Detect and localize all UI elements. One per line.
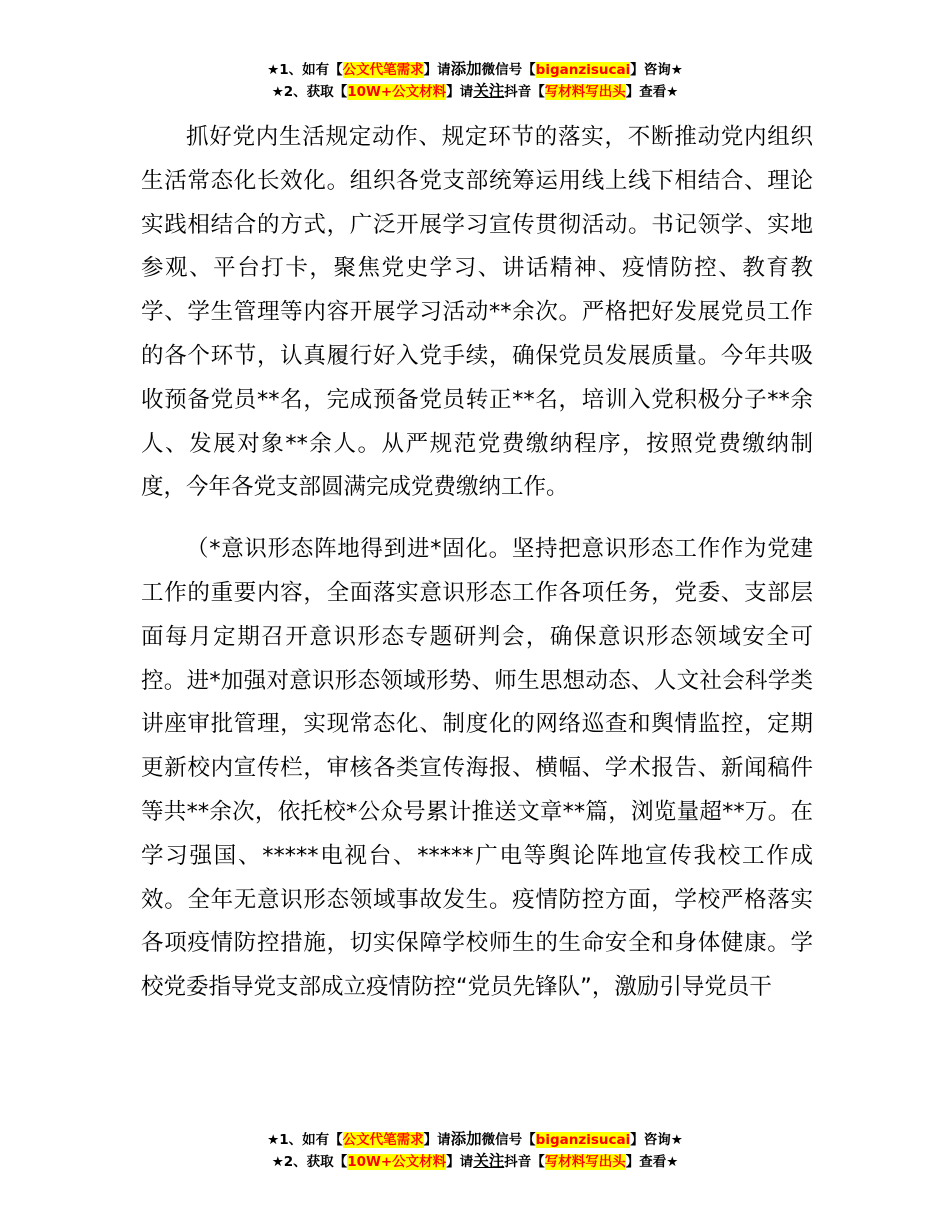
banner-emphasis: 关注 — [473, 82, 505, 100]
highlight-materials: 10W+公文材料 — [347, 1154, 447, 1170]
highlight-materials: 10W+公文材料 — [347, 84, 447, 100]
banner-text: 抖音【 — [504, 1154, 545, 1170]
banner-text: 】请 — [446, 84, 474, 100]
banner-text: 】查看★ — [625, 84, 679, 100]
paragraph-2: （*意识形态阵地得到进*固化。坚持把意识形态工作作为党建工作的重要内容，全面落实意识形态工作各项任务，党委、支部层面每月定期召开意识形态专题研判会，确保意识形态领域安全可控。进*加强对意识形态领域形势、师生思想动态、人文社会科学类讲座审批管理，实现常态化、制度化的网络巡查和舆情监控，定期更新校内宣传栏，审核各类宣传海报、横幅、学术报告、新闻稿件等共**余次，依托校*公众号累计推送文章**篇，浏览量超**万。在学习强国、*****电视台、*****广电等舆论阵地宣传我校工作成效。全年无意识形态领域事故发生。疫情防控方面，学校严格落实各项疫情防控措施，切实保障学校师生的生命安全和身体健康。学校党委指导党支部成立疫情防控“党员先锋队”，激励引导党员干 — [141, 536, 813, 1001]
highlight-wechat-id: biganzisucai — [535, 1132, 631, 1148]
header-line-1 — [0, 59, 950, 81]
highlight-wechat-id: biganzisucai — [535, 62, 631, 78]
banner-text: 】请 — [423, 62, 451, 78]
document-body — [141, 116, 813, 1010]
highlight-service: 公文代笔需求 — [342, 1132, 424, 1148]
header-banner — [0, 59, 950, 103]
banner-text: 】咨询★ — [630, 1132, 683, 1148]
footer-line-1 — [0, 1129, 950, 1151]
highlight-service: 公文代笔需求 — [342, 62, 424, 78]
banner-text: ★2、获取【 — [271, 1154, 348, 1170]
footer-line-2 — [0, 1151, 950, 1173]
banner-text: ★1、如有【 — [267, 62, 343, 78]
banner-text: 抖音【 — [504, 84, 545, 100]
banner-emphasis: 关注 — [473, 1152, 505, 1170]
paragraph-1: 抓好党内生活规定动作、规定环节的落实，不断推动党内组织生活常态化长效化。组织各党支部统筹运用线上线下相结合、理论实践相结合的方式，广泛开展学习宣传贯彻活动。书记领学、实地参观、平台打卡，聚焦党史学习、讲话精神、疫情防控、教育教学、学生管理等内容开展学习活动**余次。严格把好发展党员工作的各个环节，认真履行好入党手续，确保党员发展质量。今年共吸收预备党员**名，完成预备党员转正**名，培训入党积极分子**余人、发展对象**余人。从严规范党费缴纳程序，按照党费缴纳制度，今年各党支部圆满完成党费缴纳工作。 — [141, 124, 813, 501]
banner-text: ★1、如有【 — [267, 1132, 343, 1148]
banner-text: ★2、获取【 — [271, 84, 348, 100]
banner-emphasis: 添加 — [450, 1130, 482, 1148]
footer-banner — [0, 1129, 950, 1173]
header-line-2 — [0, 81, 950, 103]
banner-text: 微信号【 — [481, 1132, 536, 1148]
banner-text: 】请 — [446, 1154, 474, 1170]
banner-text: 】请 — [423, 1132, 451, 1148]
banner-emphasis: 添加 — [450, 60, 482, 78]
highlight-douyin-account: 写材料写出头 — [544, 84, 626, 100]
banner-text: 微信号【 — [481, 62, 536, 78]
banner-text: 】咨询★ — [630, 62, 683, 78]
banner-text: 】查看★ — [625, 1154, 679, 1170]
highlight-douyin-account: 写材料写出头 — [544, 1154, 626, 1170]
